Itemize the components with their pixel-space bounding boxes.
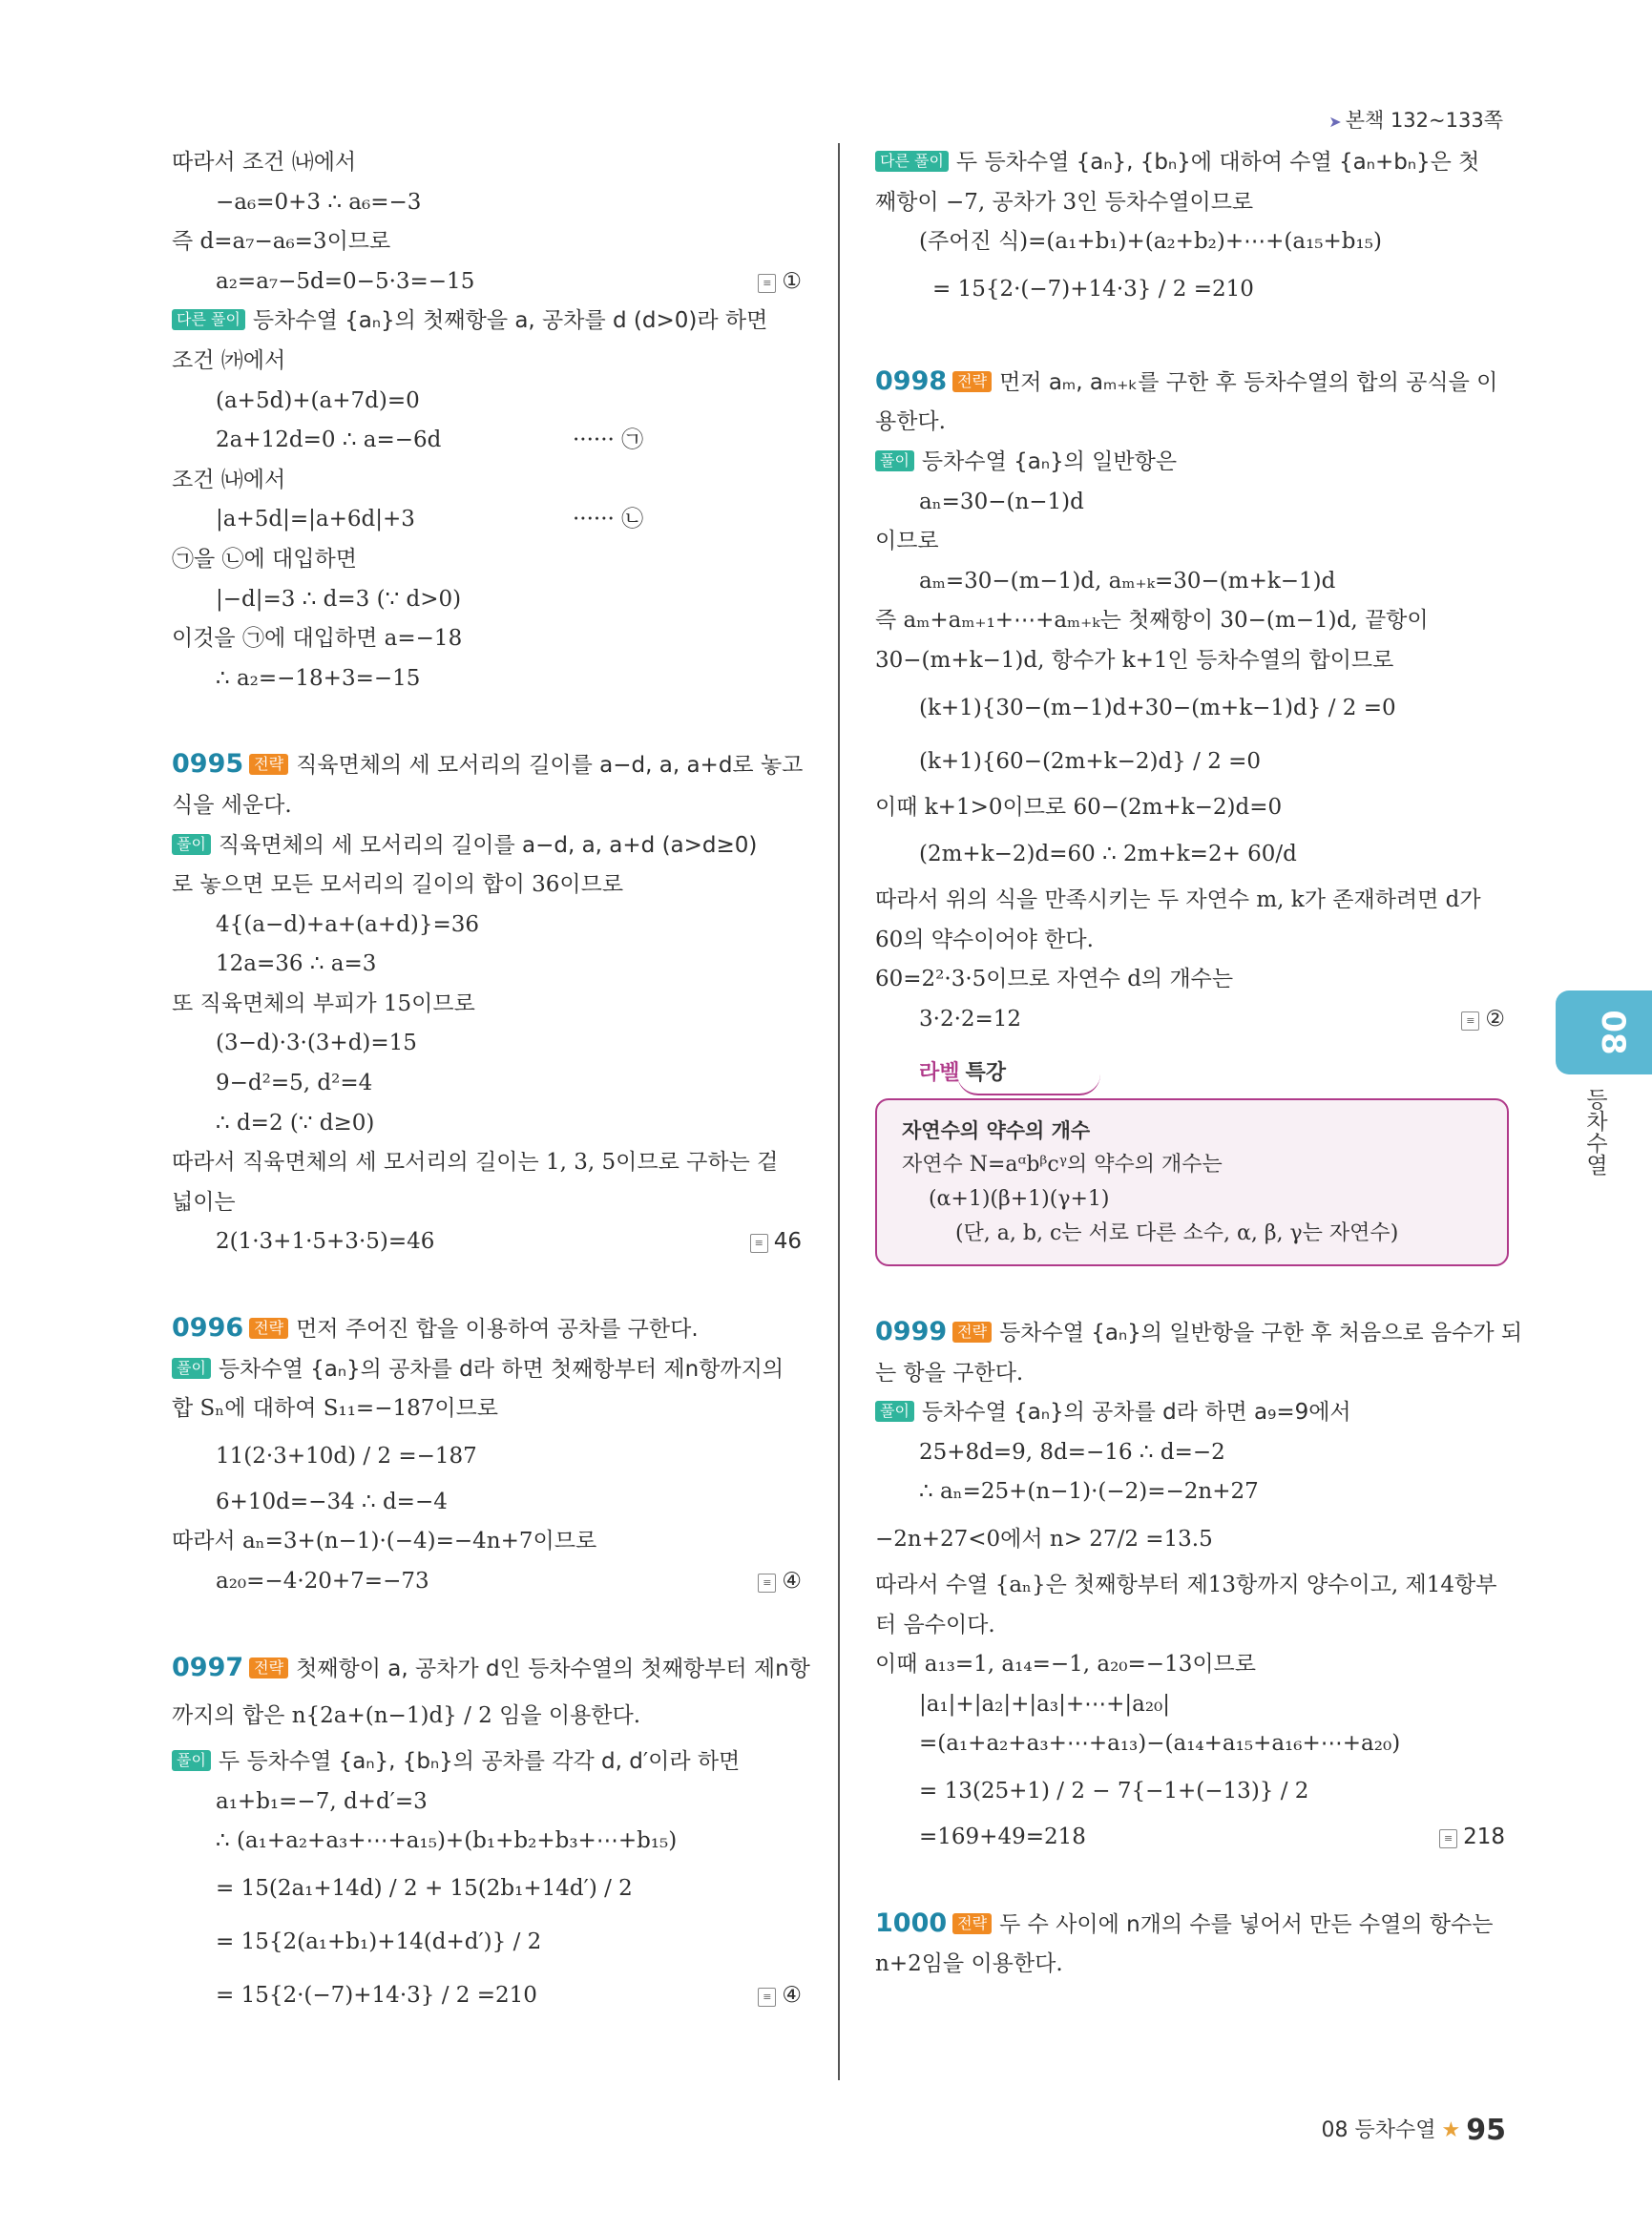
alternative-solution-badge: 다른 풀이 xyxy=(875,151,949,172)
text-line xyxy=(172,906,802,946)
lecture-heading: 자연수의 약수의 개수 xyxy=(902,1119,1091,1143)
problem-header xyxy=(172,1648,810,1690)
text-line xyxy=(875,1606,1505,1646)
strategy-badge: 전략 xyxy=(952,1913,992,1934)
text-line xyxy=(875,735,1505,788)
line-text: 로 놓으면 모든 모서리의 길이의 합이 36이므로 xyxy=(172,872,624,898)
problem-header xyxy=(875,1312,1523,1354)
line-text: 직육면체의 세 모서리의 길이를 a−d, a, a+d (a>d≥0) xyxy=(218,832,758,858)
text-line xyxy=(172,1064,802,1104)
solution-badge: 풀이 xyxy=(875,450,914,471)
text-line xyxy=(875,827,1505,881)
text-line xyxy=(172,143,802,183)
page-number: 95 xyxy=(1466,2114,1506,2147)
lecture-title-brand: 라벨 xyxy=(919,1060,960,1085)
answer-icon: ≡ xyxy=(1461,1011,1479,1031)
text-line xyxy=(875,183,1505,223)
line-text: |a₁|+|a₂|+|a₃|+⋯+|a₂₀| xyxy=(919,1691,1171,1717)
line-text: 즉 aₘ+aₘ₊₁+⋯+aₘ₊ₖ는 첫째항이 30−(m−1)d, 끝항이 xyxy=(875,608,1429,634)
line-text: (k+1){60−(2m+k−2)d} / 2 =0 xyxy=(919,748,1262,774)
line-text: 첫째항이 a, 공차가 d인 등차수열의 첫째항부터 제n항 xyxy=(296,1656,810,1681)
solution-badge: 풀이 xyxy=(172,1358,211,1379)
text-line xyxy=(875,562,1505,602)
line-text: 째항이 −7, 공차가 3인 등차수열이므로 xyxy=(875,189,1254,215)
text-line xyxy=(875,1472,1505,1512)
answer-value: 218 xyxy=(1463,1824,1505,1850)
problem-number: 0997 xyxy=(172,1652,244,1682)
text-line xyxy=(172,1969,802,2022)
text-line xyxy=(172,1522,802,1562)
equation-marker: ······ ㉡ xyxy=(573,507,644,532)
text-line xyxy=(172,659,802,699)
line-text: −2n+27<0에서 n> 27/2 =13.5 xyxy=(875,1527,1213,1553)
line-text: 등차수열 {aₙ}의 공차를 d라 하면 a₉=9에서 xyxy=(921,1400,1351,1426)
text-line xyxy=(875,522,1505,562)
text-line xyxy=(172,500,802,540)
line-text: aₙ=30−(n−1)d xyxy=(919,489,1084,514)
line-text: 12a=36 ∴ a=3 xyxy=(216,951,377,977)
answer-value: ④ xyxy=(782,1982,802,2008)
text-line xyxy=(875,1433,1505,1473)
section-spacer xyxy=(875,1266,1505,1312)
text-line xyxy=(172,1783,802,1823)
line-text: a₂₀=−4·20+7=−73 xyxy=(216,1569,429,1594)
text-line xyxy=(172,865,802,906)
line-text: 9−d²=5, d²=4 xyxy=(216,1071,373,1096)
lecture-arc-decoration xyxy=(957,1074,1100,1095)
problem-number: 1000 xyxy=(875,1908,948,1938)
text-line xyxy=(875,881,1505,921)
chapter-tab xyxy=(1556,990,1652,1074)
answer-icon: ≡ xyxy=(750,1234,768,1253)
text-line xyxy=(172,1183,802,1223)
text-line xyxy=(875,921,1505,961)
line-text: 식을 세운다. xyxy=(172,792,292,818)
right-column xyxy=(875,143,1523,1985)
line-text: 2a+12d=0 ∴ a=−6d xyxy=(216,427,442,453)
solution-badge: 풀이 xyxy=(172,834,211,855)
text-line xyxy=(875,1685,1505,1725)
text-line xyxy=(875,1566,1505,1606)
text-line xyxy=(172,183,802,223)
text-line xyxy=(875,788,1505,828)
line-text: 11(2·3+10d) / 2 =−187 xyxy=(216,1443,477,1469)
text-line xyxy=(172,262,802,302)
problem-number: 0995 xyxy=(172,749,244,780)
line-text: 합 Sₙ에 대하여 S₁₁=−187이므로 xyxy=(172,1396,499,1422)
line-text: 조건 ㈏에서 xyxy=(172,467,286,492)
line-text: ∴ aₙ=25+(n−1)·(−2)=−2n+27 xyxy=(919,1479,1259,1505)
text-line xyxy=(875,681,1505,735)
answer xyxy=(758,262,802,302)
line-text: a₂=a₇−5d=0−5·3=−15 xyxy=(216,268,475,294)
text-line xyxy=(172,1742,802,1783)
left-column xyxy=(172,143,810,2022)
line-text: 따라서 위의 식을 만족시키는 두 자연수 m, k가 존재하려면 d가 xyxy=(875,887,1481,913)
section-spacer xyxy=(172,698,802,744)
text-line xyxy=(172,302,802,342)
line-text: 는 항을 구한다. xyxy=(875,1360,1024,1386)
lecture-line: (단, a, b, c는 서로 다른 소수, α, β, γ는 자연수) xyxy=(902,1221,1399,1246)
answer-icon: ≡ xyxy=(758,1988,776,2007)
solution-badge: 풀이 xyxy=(875,1401,914,1422)
text-line xyxy=(875,483,1505,523)
lecture-line: (α+1)(β+1)(γ+1) xyxy=(902,1187,1110,1212)
line-text: = 15(2a₁+14d) / 2 + 15(2b₁+14d′) / 2 xyxy=(216,1875,633,1901)
text-line xyxy=(875,1945,1505,1985)
line-text: 4{(a−d)+a+(a+d)}=36 xyxy=(216,911,479,937)
line-text: 또 직육면체의 부피가 15이므로 xyxy=(172,990,475,1016)
line-text: 등차수열 {aₙ}의 일반항은 xyxy=(921,448,1178,474)
text-line xyxy=(875,1000,1505,1040)
line-text: = 15{2·(−7)+14·3} / 2 =210 xyxy=(216,1982,537,2008)
line-text: 등차수열 {aₙ}의 공차를 d라 하면 첫째항부터 제n항까지의 xyxy=(218,1356,784,1382)
line-text: = 15{2·(−7)+14·3} / 2 =210 xyxy=(932,276,1254,302)
strategy-badge: 전략 xyxy=(952,371,992,392)
line-text: 따라서 aₙ=3+(n−1)·(−4)=−4n+7이므로 xyxy=(172,1529,597,1554)
footer-chapter: 08 등차수열 xyxy=(1321,2118,1436,2142)
strategy-badge: 전략 xyxy=(249,754,288,775)
answer-value: 46 xyxy=(773,1229,802,1255)
chevron-right-icon: ➤ xyxy=(1328,113,1342,131)
star-icon: ★ xyxy=(1441,2118,1461,2142)
text-line xyxy=(875,222,1505,262)
line-text: 등차수열 {aₙ}의 일반항을 구한 후 처음으로 음수가 되 xyxy=(999,1321,1523,1346)
text-line xyxy=(875,1818,1505,1858)
text-line xyxy=(875,960,1505,1000)
text-line xyxy=(172,1024,802,1064)
strategy-badge: 전략 xyxy=(249,1658,288,1678)
line-text: 2(1·3+1·5+3·5)=46 xyxy=(216,1229,435,1255)
header-reference-text: 본책 132~133쪽 xyxy=(1345,109,1503,132)
text-line xyxy=(875,262,1505,316)
text-line xyxy=(172,1483,802,1523)
text-line xyxy=(875,1764,1505,1818)
solution-badge: 풀이 xyxy=(172,1750,211,1771)
text-line xyxy=(172,1429,802,1483)
text-line xyxy=(172,222,802,262)
line-text: 즉 d=a₇−a₆=3이므로 xyxy=(172,229,391,255)
text-line xyxy=(172,580,802,620)
line-text: 용한다. xyxy=(875,409,946,435)
line-text: 25+8d=9, 8d=−16 ∴ d=−2 xyxy=(919,1439,1225,1465)
line-text: 60의 약수이어야 한다. xyxy=(875,927,1094,952)
text-line xyxy=(172,342,802,382)
answer xyxy=(1461,1000,1505,1040)
line-text: 따라서 조건 ㈏에서 xyxy=(172,150,357,175)
line-text: 두 등차수열 {aₙ}, {bₙ}의 공차를 각각 d, d′이라 하면 xyxy=(218,1749,741,1775)
text-line xyxy=(875,1354,1505,1394)
page-footer xyxy=(1322,2114,1506,2147)
answer-icon: ≡ xyxy=(758,1574,776,1593)
line-text: 따라서 직육면체의 세 모서리의 길이는 1, 3, 5이므로 구하는 겉 xyxy=(172,1150,779,1176)
text-line xyxy=(875,1645,1505,1685)
lecture-content xyxy=(875,1098,1509,1266)
problem-number: 0998 xyxy=(875,365,948,396)
problem-number: 0999 xyxy=(875,1317,948,1347)
line-text: =169+49=218 xyxy=(919,1824,1086,1850)
line-text: (2m+k−2)d=60 ∴ 2m+k=2+ 60/d xyxy=(919,842,1297,867)
strategy-badge: 전략 xyxy=(952,1322,992,1343)
text-line xyxy=(875,1393,1505,1433)
text-line xyxy=(172,1562,802,1602)
line-text: ∴ a₂=−18+3=−15 xyxy=(216,665,421,691)
lecture-box xyxy=(875,1053,1505,1267)
text-line xyxy=(172,1862,802,1915)
line-text: 까지의 합은 n{2a+(n−1)d} / 2 임을 이용한다. xyxy=(172,1703,641,1729)
answer-icon: ≡ xyxy=(758,274,776,293)
text-line xyxy=(172,421,802,461)
answer xyxy=(758,1562,802,1602)
text-line xyxy=(172,826,802,866)
answer xyxy=(758,1969,802,2022)
text-line xyxy=(875,143,1505,183)
text-line xyxy=(172,1389,802,1429)
answer-value: ② xyxy=(1485,1006,1505,1032)
line-text: 3·2·2=12 xyxy=(919,1006,1022,1032)
line-text: (3−d)·3·(3+d)=15 xyxy=(216,1031,417,1056)
line-text: −a₆=0+3 ∴ a₆=−3 xyxy=(216,189,422,215)
text-line xyxy=(875,403,1505,443)
line-text: 30−(m+k−1)d, 항수가 k+1인 등차수열의 합이므로 xyxy=(875,647,1394,673)
line-text: 6+10d=−34 ∴ d=−4 xyxy=(216,1489,448,1514)
line-text: 터 음수이다. xyxy=(875,1612,995,1637)
chapter-side-label: 등차수열 xyxy=(1582,1088,1607,1176)
text-line xyxy=(172,985,802,1025)
section-spacer xyxy=(172,1602,802,1648)
line-text: n+2임을 이용한다. xyxy=(875,1951,1063,1977)
column-divider xyxy=(838,143,840,2080)
text-line xyxy=(172,786,802,826)
line-text: |−d|=3 ∴ d=3 (∵ d>0) xyxy=(216,586,462,612)
line-text: 두 수 사이에 n개의 수를 넣어서 만든 수열의 항수는 xyxy=(999,1911,1494,1937)
text-line xyxy=(875,443,1505,483)
lecture-title-text: 특강 xyxy=(965,1060,1007,1085)
problem-header xyxy=(875,362,1505,404)
line-text: |a+5d|=|a+6d|+3 xyxy=(216,507,415,532)
answer-icon: ≡ xyxy=(1439,1829,1457,1848)
line-text: ㉠을 ㉡에 대입하면 xyxy=(172,546,357,572)
line-text: 직육면체의 세 모서리의 길이를 a−d, a, a+d로 놓고 xyxy=(296,753,804,779)
lecture-line: 자연수 N=aᵅbᵝcᵞ의 약수의 개수는 xyxy=(902,1153,1223,1178)
line-text: 먼저 주어진 합을 이용하여 공차를 구한다. xyxy=(296,1317,699,1343)
line-text: 이때 a₁₃=1, a₁₄=−1, a₂₀=−13이므로 xyxy=(875,1652,1256,1678)
line-text: a₁+b₁=−7, d+d′=3 xyxy=(216,1788,428,1814)
text-line xyxy=(875,601,1505,641)
text-line xyxy=(172,461,802,501)
answer-value: ④ xyxy=(782,1569,802,1594)
text-line xyxy=(172,540,802,580)
text-line xyxy=(172,1104,802,1144)
line-text: 따라서 수열 {aₙ}은 첫째항부터 제13항까지 양수이고, 제14항부 xyxy=(875,1573,1497,1598)
strategy-badge: 전략 xyxy=(249,1318,288,1339)
alternative-solution-badge: 다른 풀이 xyxy=(172,309,245,330)
chapter-tab-number: 08 xyxy=(1594,1010,1632,1055)
text-line xyxy=(875,1724,1505,1764)
line-text: ∴ d=2 (∵ d≥0) xyxy=(216,1110,375,1136)
line-text: 먼저 aₘ, aₘ₊ₖ를 구한 후 등차수열의 합의 공식을 이 xyxy=(999,369,1498,395)
answer xyxy=(1439,1818,1505,1858)
text-line xyxy=(172,619,802,659)
section-spacer xyxy=(875,1858,1505,1904)
line-text: 이때 k+1>0이므로 60−(2m+k−2)d=0 xyxy=(875,794,1283,820)
problem-number: 0996 xyxy=(172,1313,244,1344)
line-text: = 15{2(a₁+b₁)+14(d+d′)} / 2 xyxy=(216,1929,542,1954)
problem-header xyxy=(172,1308,802,1350)
line-text: 이것을 ㉠에 대입하면 a=−18 xyxy=(172,626,463,652)
problem-header xyxy=(172,744,802,786)
text-line xyxy=(172,1822,802,1862)
line-text: ∴ (a₁+a₂+a₃+⋯+a₁₅)+(b₁+b₂+b₃+⋯+b₁₅) xyxy=(216,1828,678,1854)
section-spacer xyxy=(875,316,1505,362)
equation-marker: ······ ㉠ xyxy=(573,427,644,453)
answer xyxy=(750,1222,802,1262)
text-line xyxy=(875,641,1505,681)
line-text: 넓이는 xyxy=(172,1189,236,1215)
text-line xyxy=(172,1689,802,1742)
section-spacer xyxy=(172,1262,802,1308)
text-line xyxy=(172,382,802,422)
text-line xyxy=(172,1222,802,1262)
line-text: = 13(25+1) / 2 − 7{−1+(−13)} / 2 xyxy=(919,1779,1309,1804)
text-line xyxy=(172,1350,802,1390)
line-text: (a+5d)+(a+7d)=0 xyxy=(216,387,420,413)
line-text: 두 등차수열 {aₙ}, {bₙ}에 대하여 수열 {aₙ+bₙ}은 첫 xyxy=(955,150,1480,175)
text-line xyxy=(172,945,802,985)
line-text: 이므로 xyxy=(875,529,939,554)
text-line xyxy=(875,1512,1505,1566)
text-line xyxy=(172,1915,802,1969)
line-text: 조건 ㈎에서 xyxy=(172,347,286,373)
line-text: =(a₁+a₂+a₃+⋯+a₁₃)−(a₁₄+a₁₅+a₁₆+⋯+a₂₀) xyxy=(919,1731,1401,1757)
answer-value: ① xyxy=(782,268,802,294)
text-line xyxy=(172,1143,802,1183)
problem-header xyxy=(875,1904,1505,1946)
line-text: 60=2²·3·5이므로 자연수 d의 개수는 xyxy=(875,967,1234,992)
line-text: 등차수열 {aₙ}의 첫째항을 a, 공차를 d (d>0)라 하면 xyxy=(252,308,768,334)
line-text: (주어진 식)=(a₁+b₁)+(a₂+b₂)+⋯+(a₁₅+b₁₅) xyxy=(919,229,1382,255)
header-reference xyxy=(1328,105,1503,134)
line-text: (k+1){30−(m−1)d+30−(m+k−1)d} / 2 =0 xyxy=(919,695,1396,720)
lecture-title xyxy=(919,1053,1006,1094)
line-text: aₘ=30−(m−1)d, aₘ₊ₖ=30−(m+k−1)d xyxy=(919,568,1336,594)
